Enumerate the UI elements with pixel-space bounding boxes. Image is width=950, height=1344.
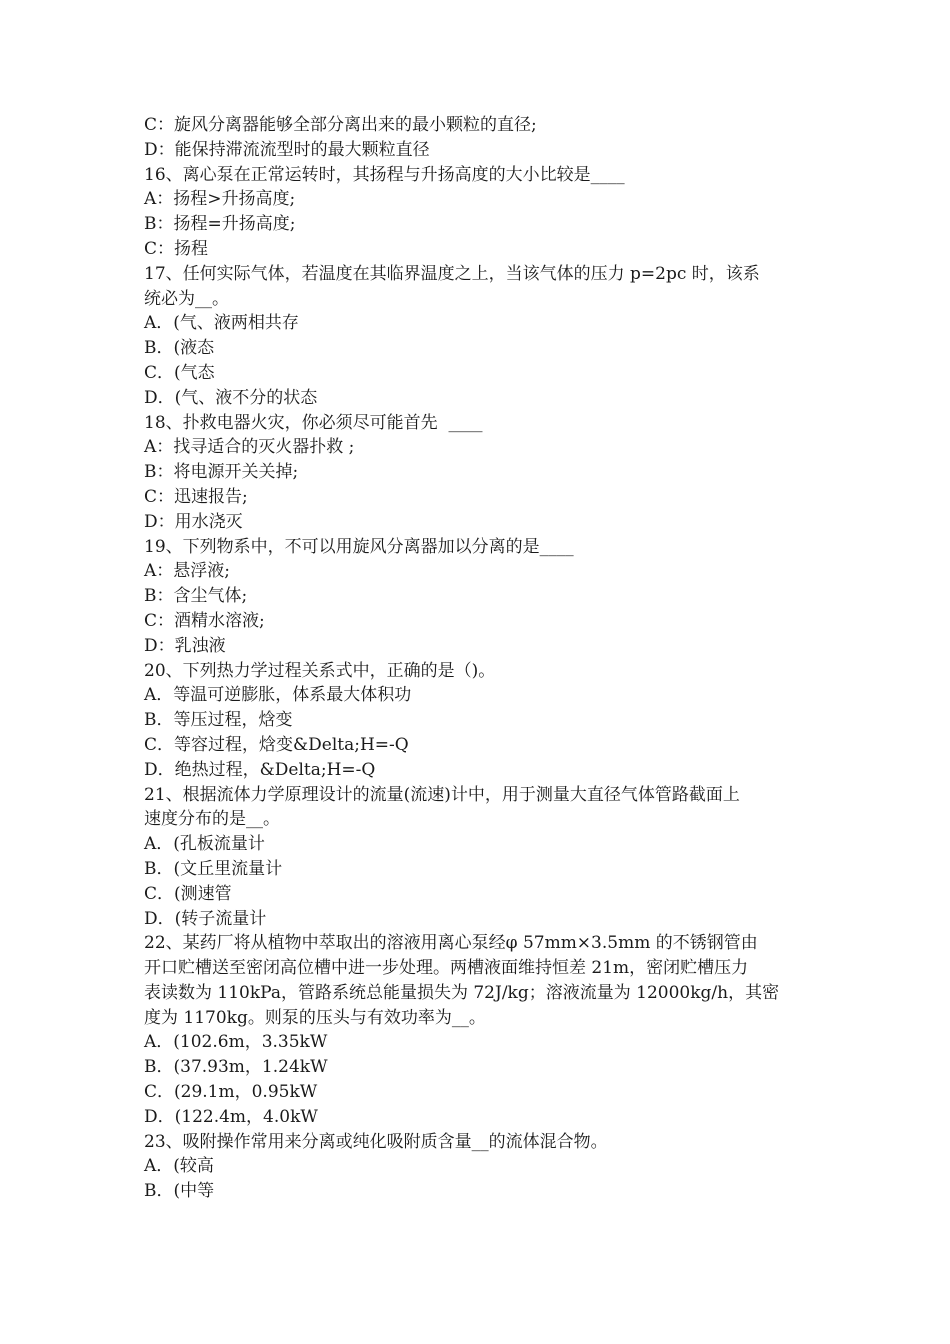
option-c: C．(测速管: [144, 883, 232, 904]
option-c: C．(气态: [144, 362, 215, 383]
option-a: A：扬程>升扬高度;: [144, 189, 296, 210]
option-c: C：迅速报告;: [144, 486, 248, 507]
option-c: C．(29.1m，0.95kW: [144, 1082, 318, 1103]
option-b: B：扬程=升扬高度;: [144, 214, 296, 235]
text-line: C：旋风分离器能够全部分离出来的最小颗粒的直径;: [144, 115, 537, 135]
question-22-cont: 度为 1170kg。则泵的压头与有效功率为__。: [144, 1007, 486, 1028]
option-a: A．等温可逆膨胀，体系最大体积功: [144, 685, 412, 706]
question-19: 19、下列物系中，不可以用旋风分离器加以分离的是____: [144, 536, 574, 557]
option-d: D：乳浊液: [144, 635, 226, 656]
option-a: A．(102.6m，3.35kW: [144, 1032, 328, 1053]
option-b: B．(37.93m，1.24kW: [144, 1057, 328, 1078]
text-line: D：能保持滞流流型时的最大颗粒直径: [144, 139, 430, 160]
option-d: D：用水浇灭: [144, 511, 243, 532]
document-page: [144, 113, 808, 1204]
option-d: D．(122.4m，4.0kW: [144, 1106, 318, 1127]
option-a: A：找寻适合的灭火器扑救 ;: [144, 437, 355, 458]
option-d: D．(转子流量计: [144, 908, 267, 929]
question-17: 17、任何实际气体，若温度在其临界温度之上，当该气体的压力 p=2pc 时，该系: [144, 263, 760, 284]
option-a: A：悬浮液;: [144, 561, 231, 582]
option-c: C．等容过程，焓变&Delta;H=-Q: [144, 734, 409, 755]
option-c: C：酒精水溶液;: [144, 610, 265, 631]
option-d: D．绝热过程，&Delta;H=-Q: [144, 759, 376, 780]
question-22: 22、某药厂将从植物中萃取出的溶液用离心泵经φ 57mm×3.5mm 的不锈钢管由: [144, 933, 758, 954]
question-22-cont: 开口贮槽送至密闭高位槽中进一步处理。两槽液面维持恒差 21m，密闭贮槽压力: [144, 958, 749, 979]
option-b: B．(中等: [144, 1181, 215, 1202]
question-17-cont: 统必为__。: [144, 288, 229, 309]
option-b: B．(液态: [144, 338, 215, 359]
question-20: 20、下列热力学过程关系式中，正确的是（)。: [144, 660, 496, 681]
option-a: A．(孔板流量计: [144, 834, 265, 855]
question-21: 21、根据流体力学原理设计的流量(流速)计中，用于测量大直径气体管路截面上: [144, 784, 740, 805]
option-a: A．(较高: [144, 1156, 214, 1177]
option-b: B：将电源开关关掉;: [144, 462, 299, 483]
question-23: 23、吸附操作常用来分离或纯化吸附质含量__的流体混合物。: [144, 1131, 608, 1152]
question-16: 16、离心泵在正常运转时，其扬程与升扬高度的大小比较是____: [144, 164, 625, 185]
question-18: 18、扑救电器火灾，你必须尽可能首先 ____: [144, 412, 483, 433]
option-b: B．等压过程，焓变: [144, 710, 293, 731]
question-21-cont: 速度分布的是__。: [144, 809, 280, 830]
option-b: B：含尘气体;: [144, 586, 248, 607]
option-c: C：扬程: [144, 238, 209, 259]
option-b: B．(文丘里流量计: [144, 858, 283, 879]
question-22-cont: 表读数为 110kPa，管路系统总能量损失为 72J/kg；溶液流量为 12000kg/h，其密: [144, 982, 780, 1003]
option-a: A．(气、液两相共存: [144, 313, 299, 334]
option-d: D．(气、液不分的状态: [144, 387, 318, 408]
